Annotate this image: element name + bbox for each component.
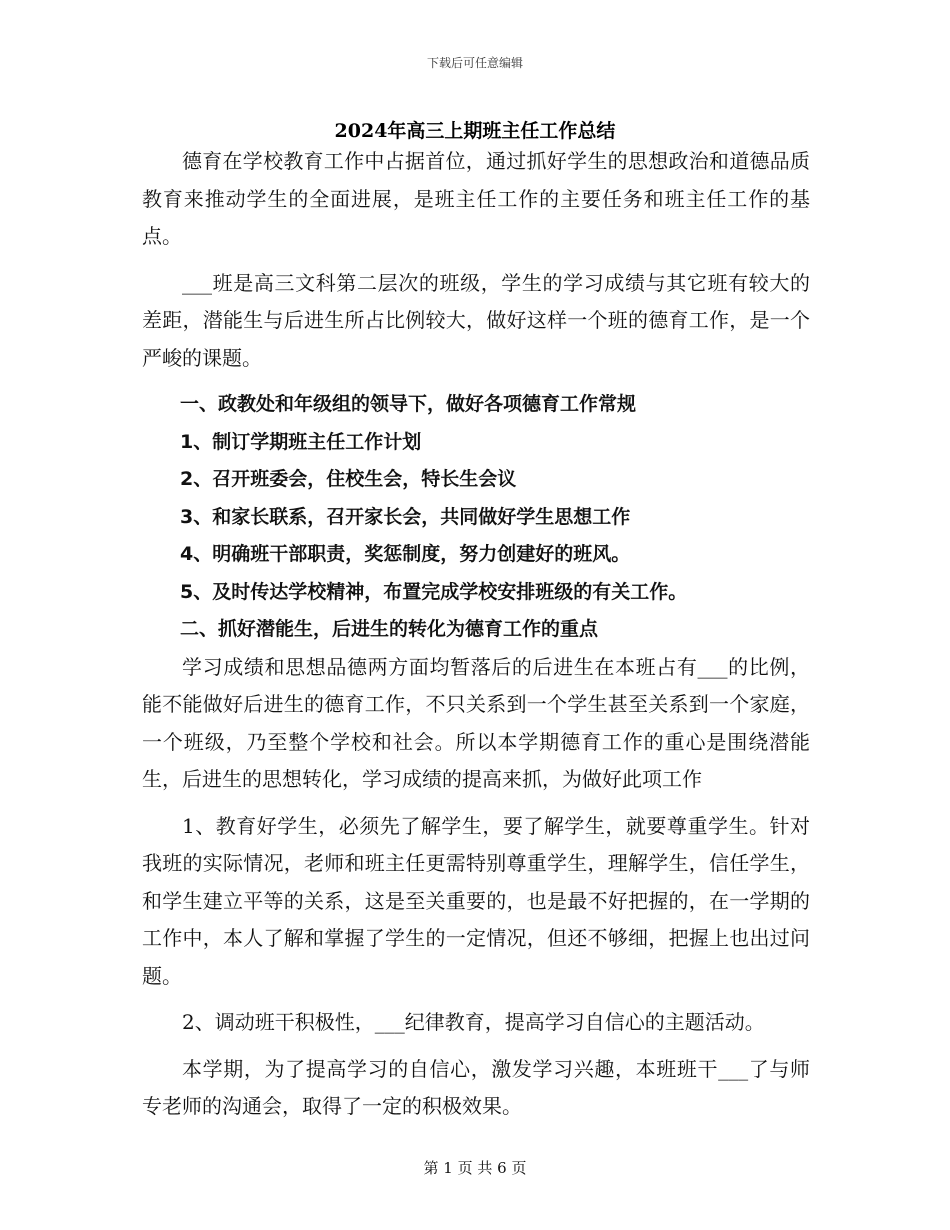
- class-description-paragraph: ___班是高三文科第二层次的班级，学生的学习成绩与其它班有较大的差距，潜能生与后进生所占比例较大，做好这样一个班的德育工作，是一个严峻的课题。: [142, 270, 810, 370]
- section-2-paragraph-1: 学习成绩和思想品德两方面均暂落后的后进生在本班占有___的比例，能不能做好后进生的德育工作，不只关系到一个学生甚至关系到一个家庭，一个班级，乃至整个学校和社会。所以本学期德育工作的重心是围绕潜能生，后进生的思想转化，学习成绩的提高来抓，为做好此项工作: [142, 654, 810, 791]
- section-1-heading: 一、政教处和年级组的领导下，做好各项德育工作常规: [180, 393, 637, 415]
- section-2-paragraph-4: 本学期，为了提高学习的自信心，激发学习兴趣，本班班干___了与师专老师的沟通会，取得了一定的积极效果。: [142, 1056, 810, 1118]
- section-1-item-4: 4、明确班干部职责，奖惩制度，努力创建好的班风。: [180, 543, 631, 565]
- section-1-item-2: 2、召开班委会，住校生会，特长生会议: [180, 468, 517, 490]
- section-1-item-5: 5、及时传达学校精神，布置完成学校安排班级的有关工作。: [180, 580, 688, 603]
- document-body: [142, 143, 810, 1126]
- document-title: 2024年高三上期班主任工作总结: [334, 120, 616, 142]
- section-1-item-1: 1、制订学期班主任工作计划: [180, 430, 422, 453]
- intro-paragraph: 德育在学校教育工作中占据首位，通过抓好学生的思想政治和道德品质教育来推动学生的全面进展，是班主任工作的主要任务和班主任工作的基点。: [142, 149, 810, 248]
- section-1-item-3: 3、和家长联系，召开家长会，共同做好学生思想工作: [180, 505, 631, 528]
- header-note: 下载后可任意编辑: [426, 56, 523, 70]
- section-2-paragraph-2: 1、教育好学生，必须先了解学生，要了解学生，就要尊重学生。针对我班的实际情况，老师和班主任更需特别尊重学生，理解学生，信任学生，和学生建立平等的关系，这是至关重要的，也是最不好把握的，在一学期的工作中，本人了解和掌握了学生的一定情况，但还不够细，把握上也出过问题。: [142, 813, 810, 988]
- section-2-paragraph-3: 2、调动班干积极性，___纪律教育，提高学习自信心的主题活动。: [182, 1010, 765, 1034]
- page-footer: 第 1 页 共 6 页: [423, 1159, 527, 1177]
- section-2-heading: 二、抓好潜能生，后进生的转化为德育工作的重点: [180, 618, 599, 640]
